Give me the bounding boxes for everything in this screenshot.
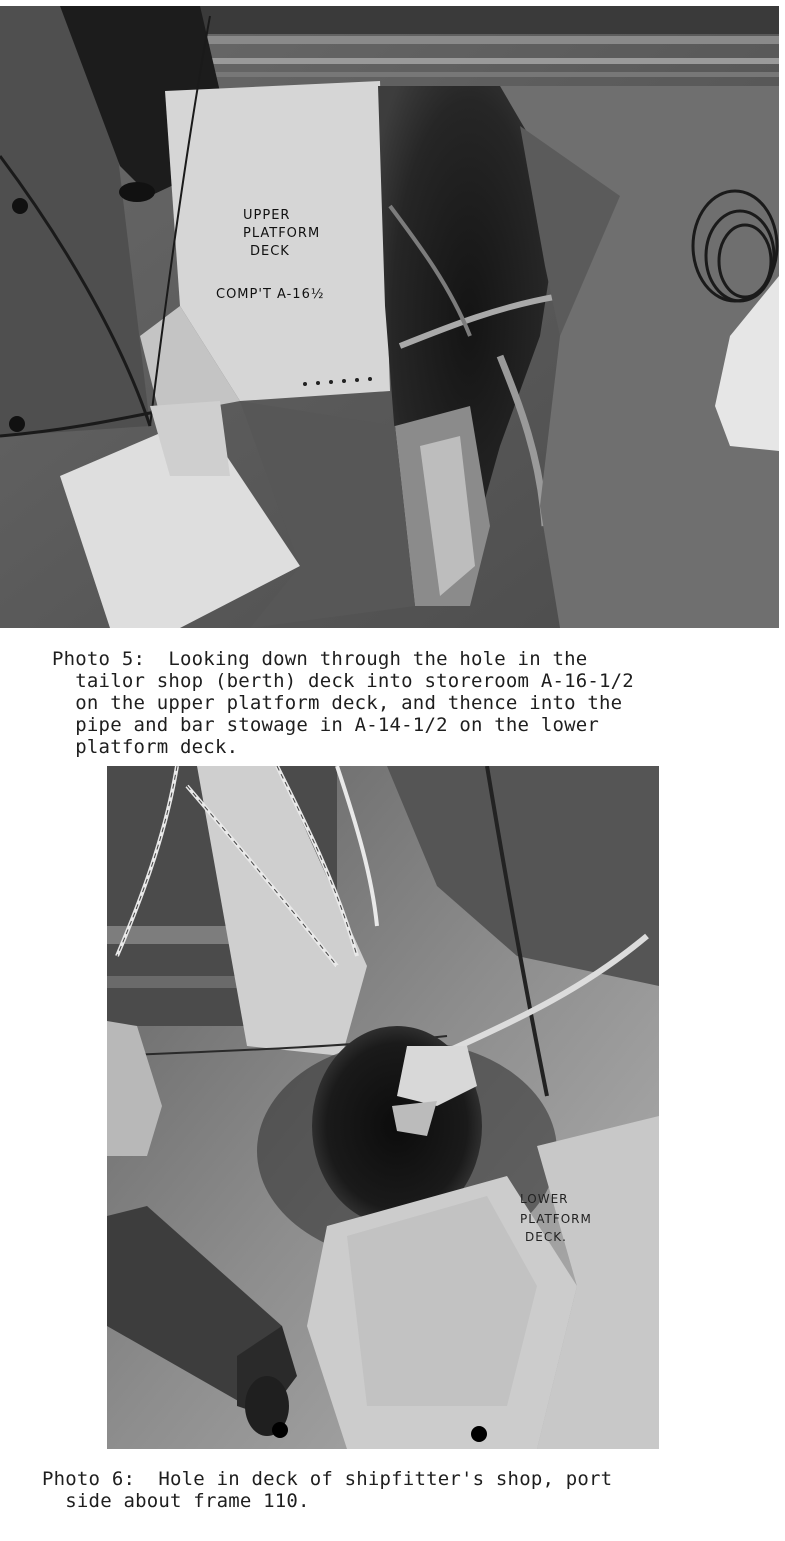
photo-5-image [0, 6, 779, 628]
photo-6 [107, 766, 659, 1449]
label-compartment: COMP'T A-16½ [216, 287, 325, 302]
caption-line: Photo 5: Looking down through the hole in the [52, 648, 588, 670]
caption-line: pipe and bar stowage in A-14-1/2 on the lower [52, 714, 600, 736]
caption-line: side about frame 110. [42, 1490, 310, 1512]
caption-line: on the upper platform deck, and thence into the [52, 692, 623, 714]
binder-punch-hole [471, 1426, 487, 1442]
label-platform: PLATFORM [243, 226, 321, 241]
label-upper: UPPER [243, 208, 291, 223]
label-platform: PLATFORM [520, 1212, 592, 1226]
caption-line: tailor shop (berth) deck into storeroom A-16-1/2 [52, 670, 634, 692]
photo-5-caption [52, 648, 634, 758]
label-deck: DECK. [525, 1230, 567, 1244]
label-deck: DECK [250, 244, 290, 259]
photo-6-caption [42, 1468, 612, 1512]
photo-5 [0, 6, 779, 628]
binder-punch-hole [272, 1422, 288, 1438]
caption-line: platform deck. [52, 736, 239, 758]
photo-6-image [107, 766, 659, 1449]
label-lower: LOWER [520, 1192, 569, 1206]
caption-line: Photo 6: Hole in deck of shipfitter's shop, port [42, 1468, 613, 1490]
